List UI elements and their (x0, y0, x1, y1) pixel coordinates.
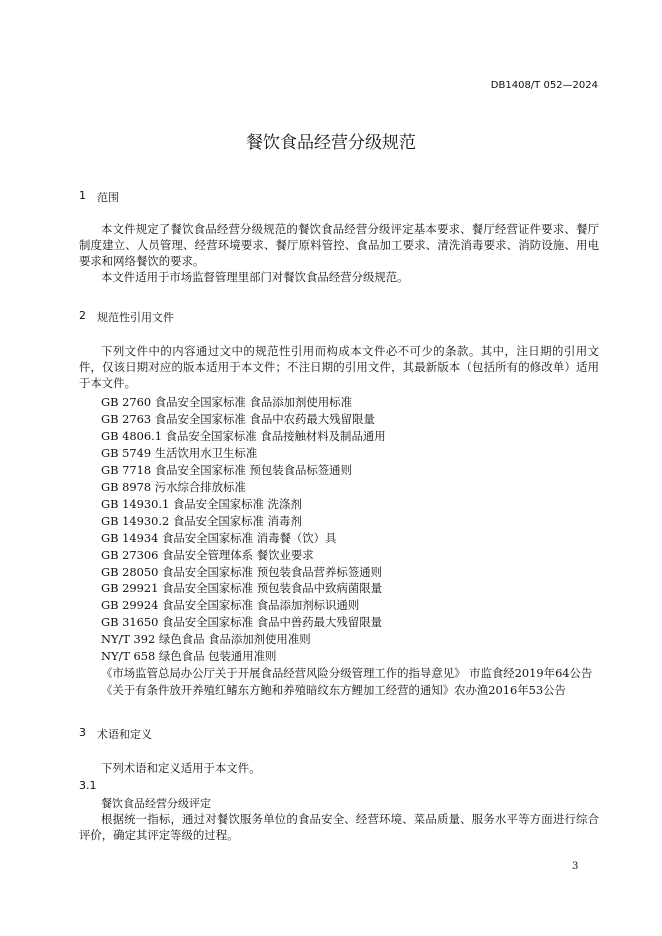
reference-item: GB 7718 食品安全国家标准 预包装食品标签通则 (101, 462, 352, 477)
reference-item: GB 4806.1 食品安全国家标准 食品接触材料及制品通用 (101, 428, 386, 443)
page-number: 3 (572, 861, 579, 872)
reference-item: 《市场监管总局办公厅关于开展食品经营风险分级管理工作的指导意见》 市监食经2019年64公告 (101, 666, 593, 681)
reference-item: GB 14930.2 食品安全国家标准 消毒剂 (101, 513, 302, 528)
section-3-intro (79, 760, 599, 776)
section-2-intro (79, 343, 599, 391)
reference-item: GB 14934 食品安全国家标准 消毒餐（饮）具 (101, 530, 337, 545)
section-3-heading (79, 726, 379, 742)
paragraph: 本文件规定了餐饮食品经营分级规范的餐饮食品经营分级评定基本要求、餐厅经营证件要求、餐厅制度建立、人员管理、经营环境要求、餐厅原料管控、食品加工要求、清洗消毒要求、消防设施、用电要求和网络餐饮的要求。 (79, 222, 599, 268)
reference-item: GB 28050 食品安全国家标准 预包装食品营养标签通则 (101, 564, 382, 579)
reference-item: GB 14930.1 食品安全国家标准 洗涤剂 (101, 496, 302, 511)
reference-item: GB 29924 食品安全国家标准 食品添加剂标识通则 (101, 598, 360, 613)
section-title: 范围 (97, 191, 119, 204)
reference-item: GB 2763 食品安全国家标准 食品中农药最大残留限量 (101, 411, 375, 426)
reference-item: GB 2760 食品安全国家标准 食品添加剂使用标准 (101, 395, 352, 409)
section-title: 规范性引用文件 (97, 311, 174, 324)
section-number: 3 (79, 726, 86, 739)
section-2-heading (79, 309, 379, 325)
term-definition (79, 811, 599, 843)
paragraph: 根据统一指标，通过对餐饮服务单位的食品安全、经营环境、菜品质量、服务水平等方面进行综合评价，确定其评定等级的过程。 (79, 812, 599, 842)
section-1-body (79, 221, 599, 285)
reference-item: GB 29921 食品安全国家标准 预包装食品中致病菌限量 (101, 581, 382, 596)
standard-number: DB1408/T 052—2024 (490, 80, 598, 91)
paragraph: 下列文件中的内容通过文中的规范性引用而构成本文件必不可少的条款。其中，注日期的引用文件，仅该日期对应的版本适用于本文件；不注日期的引用文件，其最新版本（包括所有的修改单）适用于本文件。 (79, 344, 599, 390)
section-title: 术语和定义 (97, 728, 152, 741)
reference-item: NY/T 392 绿色食品 食品添加剂使用准则 (101, 632, 311, 647)
reference-item: GB 27306 食品安全管理体系 餐饮业要求 (101, 547, 314, 562)
paragraph: 下列术语和定义适用于本文件。 (101, 761, 261, 775)
document-title: 餐饮食品经营分级规范 (246, 133, 416, 153)
reference-list (101, 394, 592, 699)
paragraph: 本文件适用于市场监督管理里部门对餐饮食品经营分级规范。 (101, 270, 409, 284)
section-number: 2 (79, 309, 86, 322)
section-number: 1 (79, 189, 86, 202)
term-number: 3.1 (79, 779, 97, 792)
section-1-heading (79, 189, 379, 205)
term-title: 餐饮食品经营分级评定 (101, 797, 211, 810)
reference-item: NY/T 658 绿色食品 包装通用准则 (101, 649, 277, 664)
reference-item: GB 5749 生活饮用水卫生标准 (101, 445, 258, 460)
reference-item: GB 8978 污水综合排放标准 (101, 479, 246, 494)
reference-item: 《关于有条件放开养殖红鳍东方鲍和养殖暗纹东方鲤加工经营的通知》农办渔2016年53公告 (101, 683, 566, 698)
reference-item: GB 31650 食品安全国家标准 食品中兽药最大残留限量 (101, 615, 382, 630)
